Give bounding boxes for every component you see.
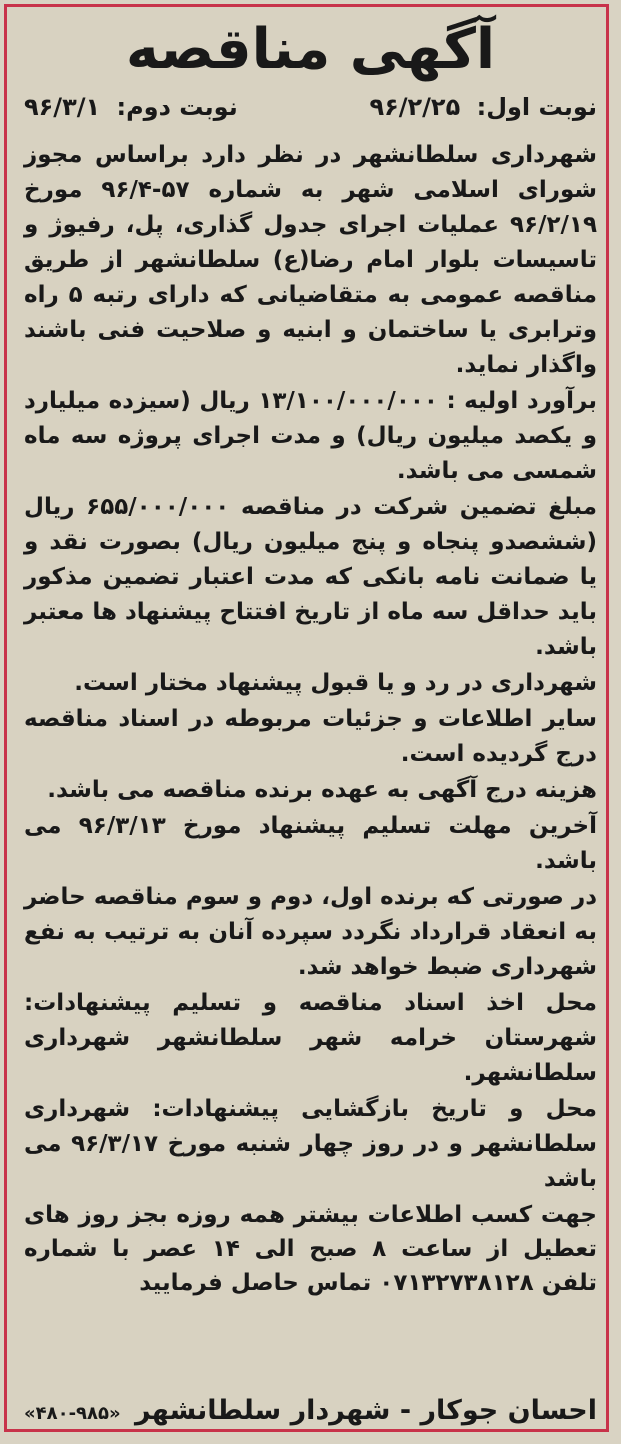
advertising-cost: هزینه درج آگهی به عهده برنده مناقصه می باشد. xyxy=(47,777,597,803)
second-round-date: ۹۶/۳/۱ xyxy=(24,93,101,121)
publication-rounds xyxy=(24,92,597,122)
document-details: سایر اطلاعات و جزئیات مربوطه در اسناد مناقصه درج گردیده است. xyxy=(24,706,597,767)
opening-date: محل و تاریخ بازگشایی پیشنهادات: شهرداری سلطانشهر و در روز چهار شنبه مورخ ۹۶/۳/۱۷ می باشد xyxy=(24,1096,597,1192)
first-round-label: نوبت اول: xyxy=(476,93,597,121)
submission-deadline: آخرین مهلت تسلیم پیشنهاد مورخ ۹۶/۳/۱۳ می باشد. xyxy=(24,813,597,874)
first-round-date: ۹۶/۲/۲۵ xyxy=(369,93,461,121)
guarantee-amount: مبلغ تضمین شرکت در مناقصه ۶۵۵/۰۰۰/۰۰۰ ریال (ششصدو پنجاه و پنج میلیون ریال) بصورت نقد و یا ضمانت نامه بانکی که مدت اعتبار تضمین مذکور باید حداقل سه ماه از تاریخ افتتاح پیشنهاد ها معتبر باشد. xyxy=(24,494,597,660)
second-round xyxy=(24,92,238,122)
deposit-forfeiture: در صورتی که برنده اول، دوم و سوم مناقصه حاضر به انعقاد قرارداد نگردد سپرده آنان به ترتیب به نفع شهرداری ضبط خواهد شد. xyxy=(24,884,597,980)
signature-line xyxy=(24,1394,597,1428)
documents-location: محل اخذ اسناد مناقصه و تسلیم پیشنهادات: شهرستان خرامه شهر سلطانشهر شهرداری سلطانشهر. xyxy=(24,990,597,1086)
notice-code: «۴۸۰-۹۸۵» xyxy=(24,1403,121,1424)
first-round xyxy=(369,92,597,122)
initial-estimate: برآورد اولیه : ۱۳/۱۰۰/۰۰۰/۰۰۰ ریال (سیزده میلیارد و یکصد میلیون ریال) و مدت اجرای پروژه سه ماه شمسی می باشد. xyxy=(24,388,597,484)
project-description: شهرداری سلطانشهر در نظر دارد براساس مجوز شورای اسلامی شهر به شماره ۵۷-۹۶/۴ مورخ ۹۶/۲/۱۹ عملیات اجرای جدول گذاری، پل، رفیوژ و تاسیسات بلوار امام رضا(ع) سلطانشهر از طریق مناقصه عمومی به متقاضیانی که دارای رتبه ۵ راه وترابری یا ساختمان و ابنیه و صلاحیت فنی باشند واگذار نماید. xyxy=(24,142,597,378)
acceptance-right: شهرداری در رد و یا قبول پیشنهاد مختار است. xyxy=(74,670,597,696)
notice-title: آگهی مناقصه xyxy=(125,17,496,82)
second-round-label: نوبت دوم: xyxy=(116,93,238,121)
notice-body xyxy=(24,138,597,1300)
tender-notice xyxy=(24,18,597,1432)
contact-information: جهت کسب اطلاعات بیشتر همه روزه بجز روز های تعطیل از ساعت ۸ صبح الی ۱۴ عصر با شماره تلفن ۰۷۱۳۲۷۳۸۱۲۸ تماس حاصل فرمایید xyxy=(24,1202,598,1296)
signature-name: احسان جوکار - شهردار سلطانشهر xyxy=(134,1395,597,1426)
